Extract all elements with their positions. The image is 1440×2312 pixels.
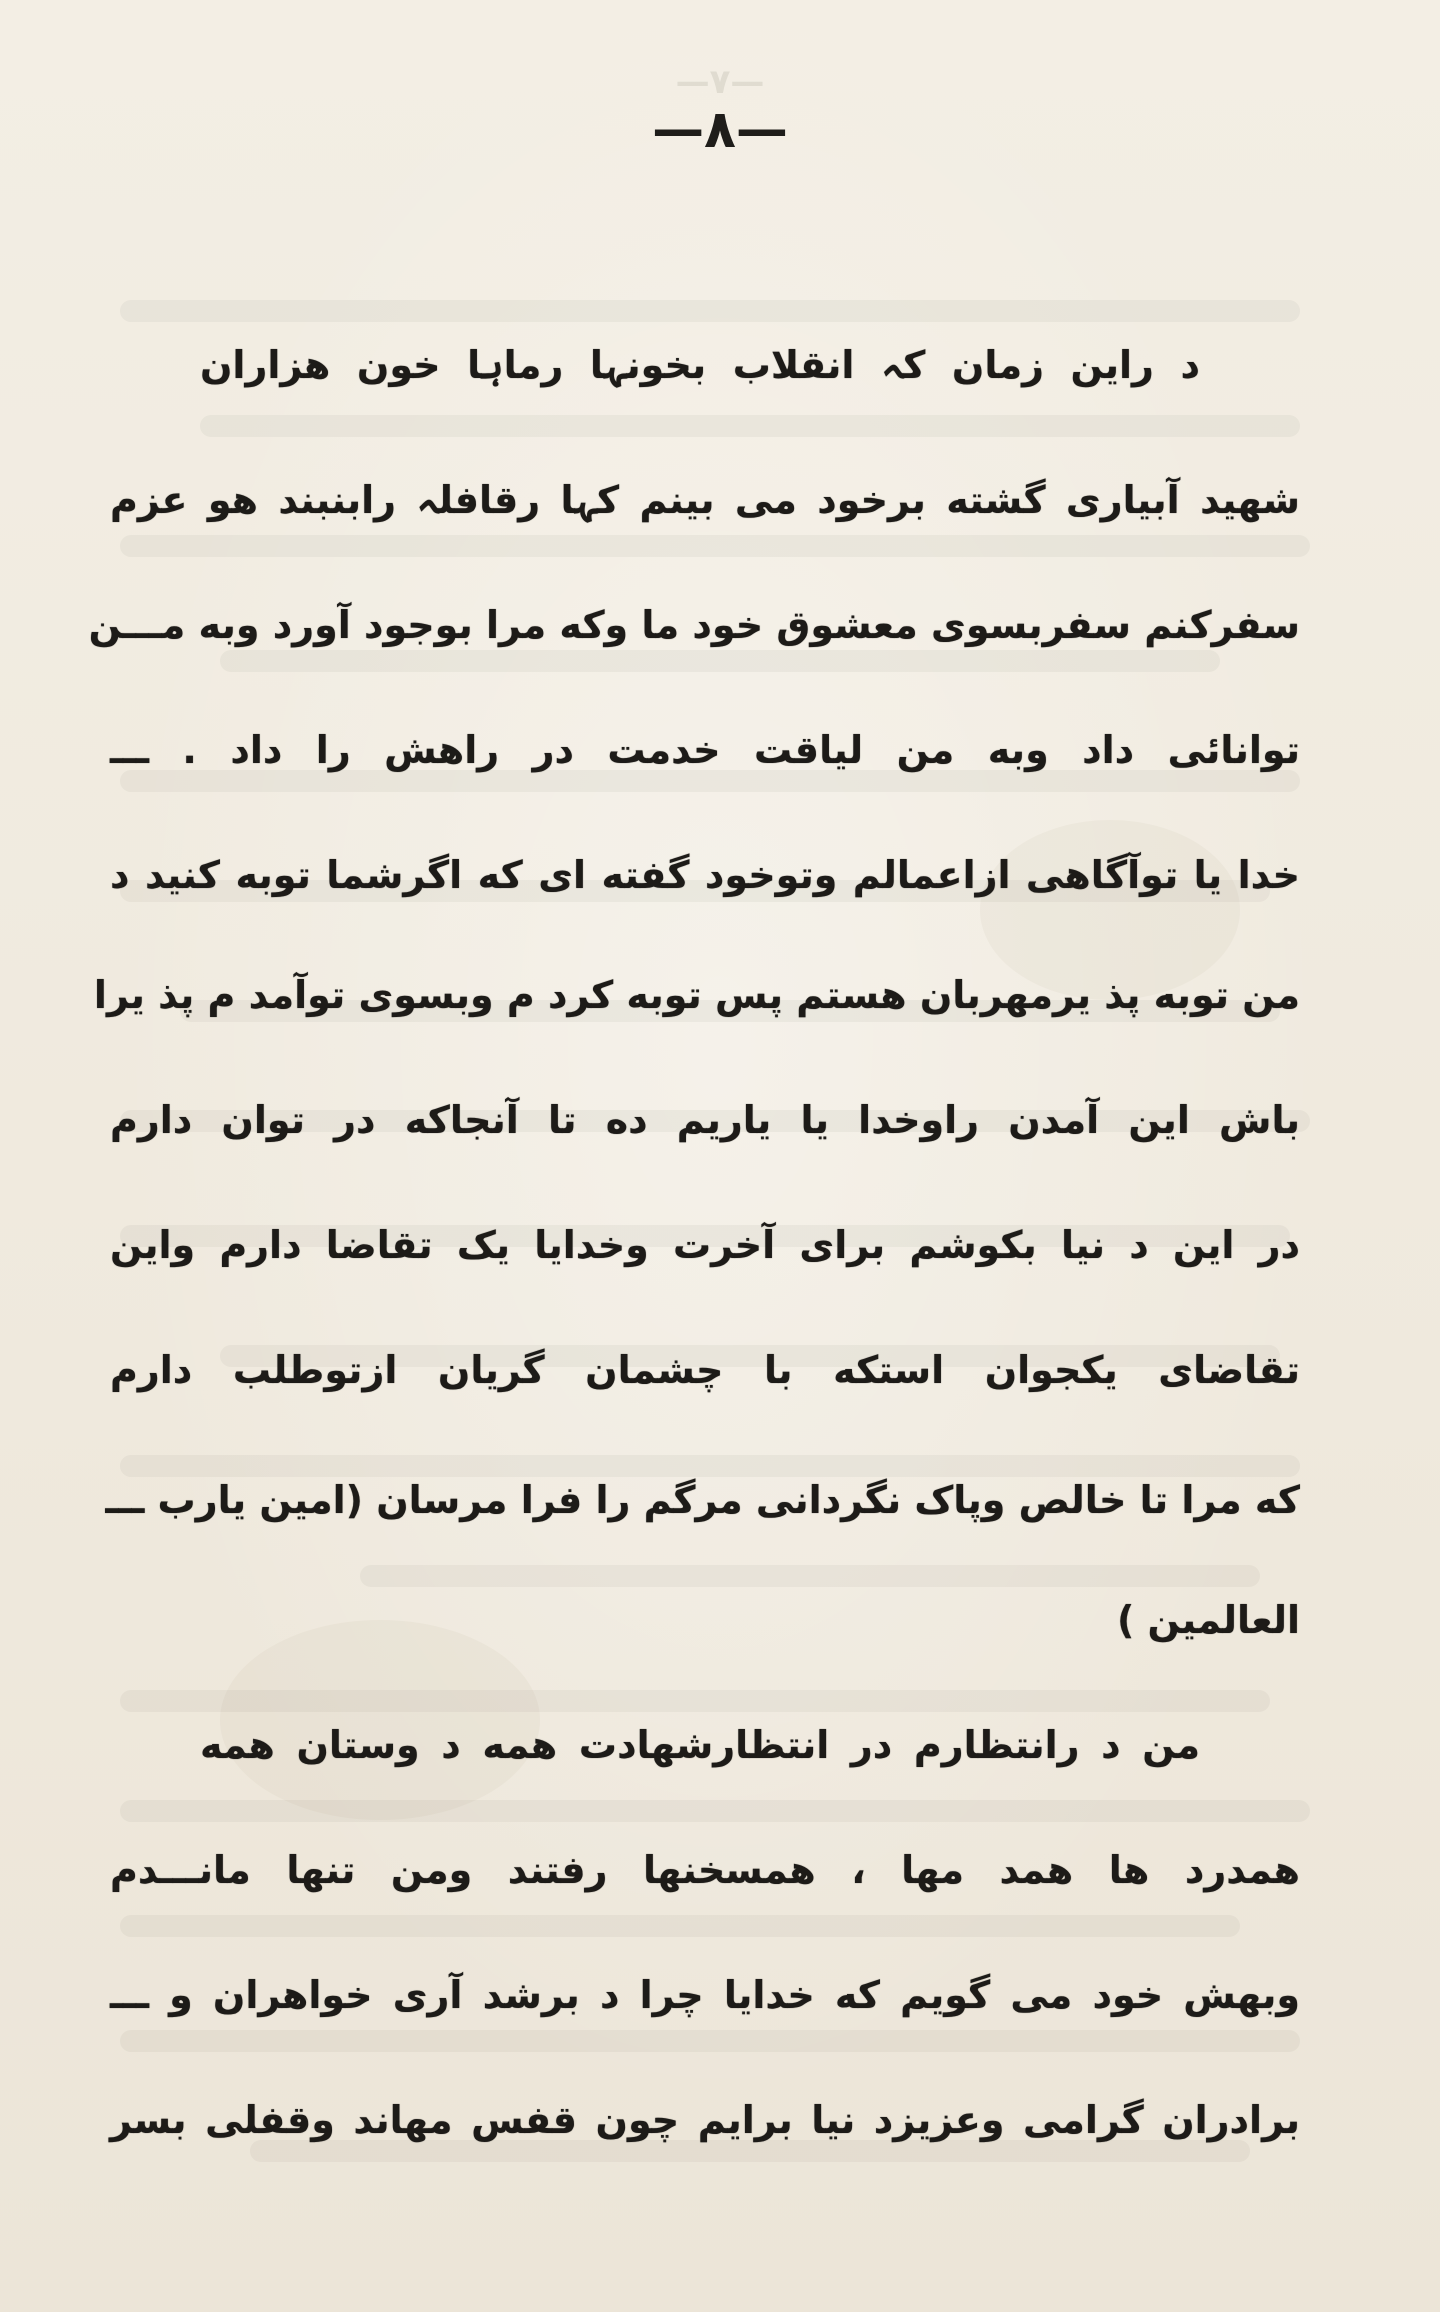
text-line-9: تقاضای یکجوان استکه با چشمان گریان ازتوطلب دارم [110,1348,1300,1392]
text-line-4: توانائی داد وبه من لیاقت خدمت در راهش را داد . ـــ [110,728,1300,772]
text-line-8: در این د نیا بکوشم برای آخرت وخدایا یک تقاضا دارم واین [110,1223,1300,1267]
text-line-2: شهید آبیاری گشته برخود می بینم کہا رقافلہ رابنبند هو عزم [110,478,1300,522]
text-line-13: همدرد ها همد مها ، همسخنها رفتند ومن تنها مانـــدم [110,1848,1300,1892]
page-number: —۸— [652,100,788,160]
text-line-5: خدا یا توآگاهی ازاعمالم وتوخود گفته ای که اگرشما توبه کنید د [110,853,1300,897]
text-line-3: سفرکنم سفربسوی معشوق خود ما وکه مرا بوجود آورد وبه مـــن [88,603,1300,647]
ghost-page-number: —۷— [675,62,765,102]
text-line-15: برادران گرامی وعزیزد نیا برایم چون قفس مهاند وقفلی بسر [110,2098,1300,2142]
text-line-12: من د رانتظارم در انتظارشهادت همه د وستان همه [200,1723,1200,1767]
text-line-11: العالمین ) [1116,1598,1300,1642]
text-line-14: وبهش خود می گویم که خدایا چرا د برشد آری خواهران و ـــ [110,1973,1300,2017]
text-line-7: باش این آمدن راوخدا یا یاریم ده تا آنجاکه در توان دارم [110,1098,1300,1142]
text-line-10: که مرا تا خالص وپاک نگردانی مرگم را فرا مرسان (امین یارب ـــ [105,1478,1300,1522]
text-line-1: د راین زمان کہ انقلاب بخونہا رماہا خون هزاران [200,343,1200,387]
text-line-6: من توبه پذ یرمهربان هستم پس توبه کرد م وبسوی توآمد م پذ یرا [93,973,1300,1017]
